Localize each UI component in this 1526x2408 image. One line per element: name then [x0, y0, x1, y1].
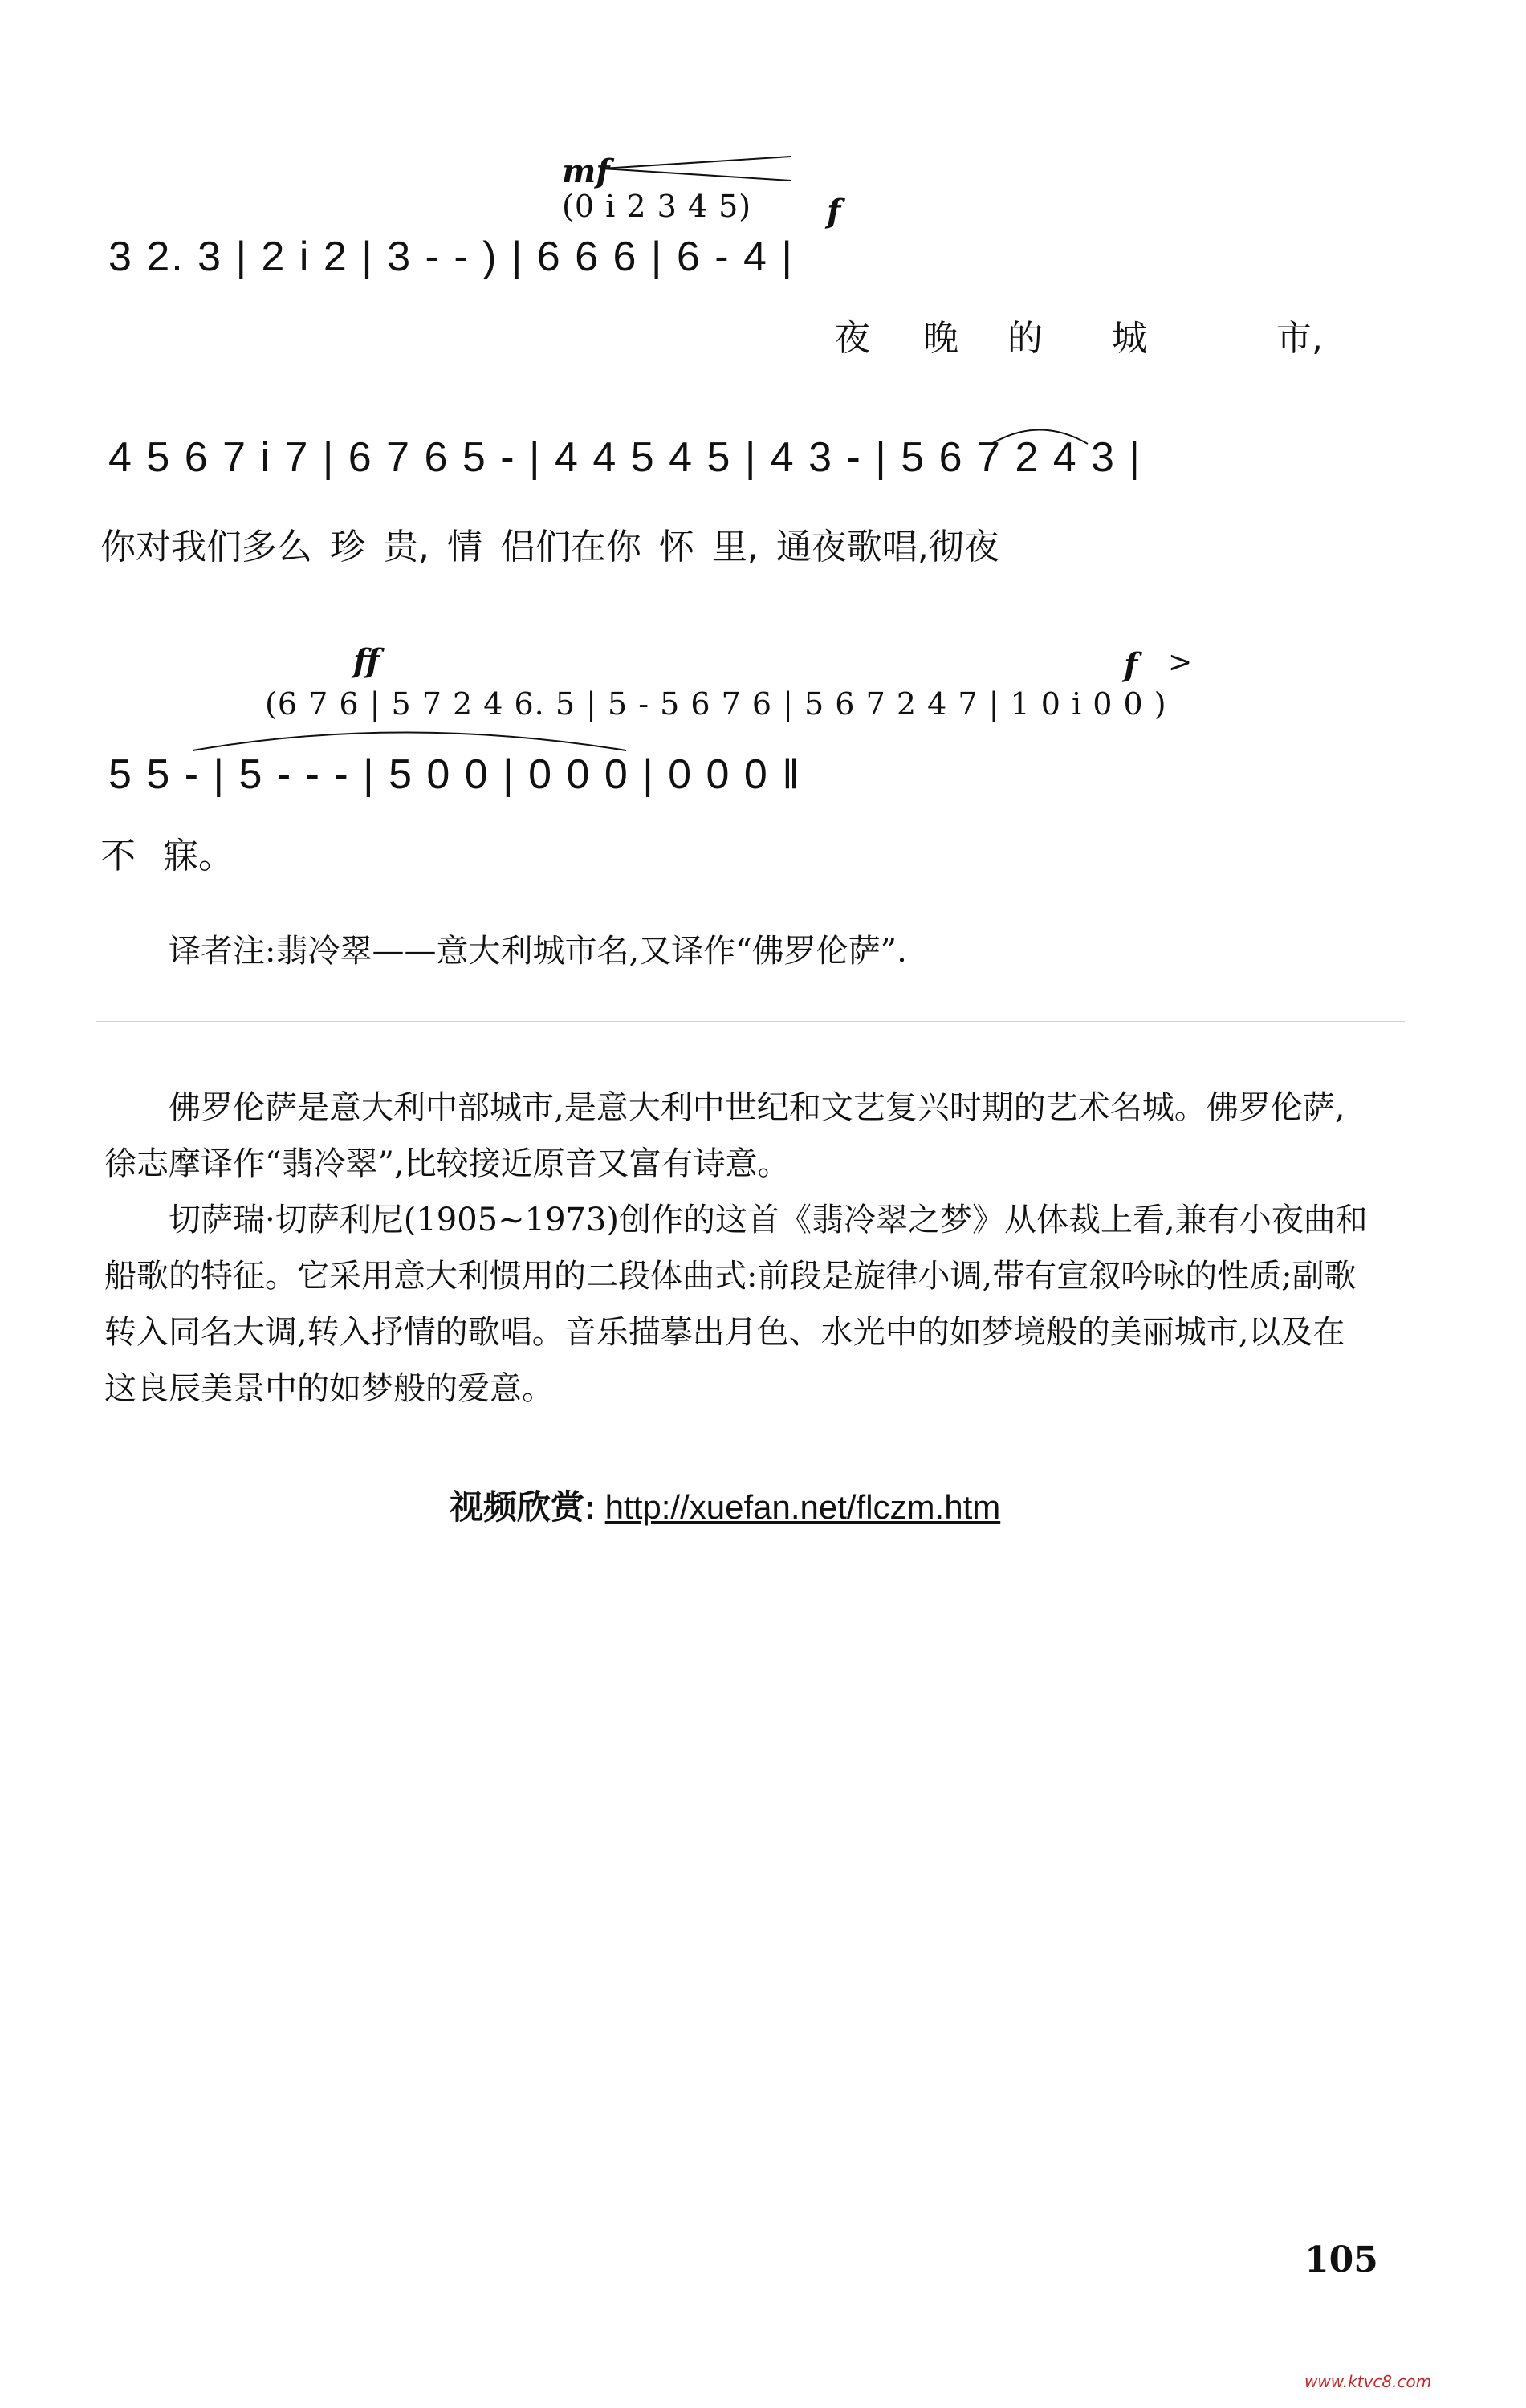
accent-mark: >	[1168, 646, 1193, 679]
video-label: 视频欣赏:	[450, 1488, 596, 1526]
paragraph-2: 切萨瑞·切萨利尼(1905~1973)创作的这首《翡冷翠之梦》从体裁上看,兼有小夜曲和船歌的特征。它采用意大利惯用的二段体曲式:前段是旋律小调,带有宣叙吟咏的性质;副歌转入同名大调,转入抒情的歌唱。音乐描摹出月色、水光中的如梦境般的美丽城市,以及在这良辰美景中的如梦般的爱意。	[104, 1202, 1368, 1407]
watermark: www.ktvc8.com	[1304, 2372, 1432, 2391]
dynamic-ff: ff	[353, 642, 380, 680]
video-section	[450, 1481, 1000, 1529]
intro-notes: (0 i 2 3 4 5)	[562, 189, 752, 224]
dynamic-f-row1: f	[827, 193, 841, 230]
paragraph-1: 佛罗伦萨是意大利中部城市,是意大利中世纪和文艺复兴时期的艺术名城。佛罗伦萨,徐志摩译作“翡冷翠”,比较接近原音又富有诗意。	[104, 1089, 1345, 1182]
page-number: 105	[1304, 2239, 1378, 2280]
dynamic-mf: mf	[562, 153, 610, 190]
section-divider	[96, 1021, 1405, 1022]
crescendo-hairpin	[602, 153, 795, 185]
notation-row-2: 4 5 6 7 i 7 | 6 7 6 5 - | 4 4 5 4 5 | 4 3 - | 5 6 7 2 4 3 |	[108, 434, 1141, 481]
lyrics-row-2: 你对我们多么 珍 贵, 情 侣们在你 怀 里, 通夜歌唱,彻夜	[100, 527, 999, 567]
lyric-1-1: 夜	[835, 318, 870, 359]
tie-slur-row3	[185, 706, 634, 755]
translator-note: 译者注:翡冷翠——意大利城市名,又译作“佛罗伦萨”.	[169, 933, 907, 970]
video-link[interactable]: http://xuefan.net/flczm.htm	[604, 1488, 1001, 1526]
upper-staff-notes: (6 7 6 | 5 7 2 4 6. 5 | 5 - 5 6 7 6 | 5 6 7 2 4 7 | 1 0 i 0 0 )	[265, 686, 1167, 722]
notation-row-1: 3 2. 3 | 2 i 2 | 3 - - ) | 6 6 6 | 6 - 4 |	[108, 234, 794, 280]
notation-row-3: 5 5 - | 5 - - - | 5 0 0 | 0 0 0 | 0 0 0 ‖	[108, 751, 801, 798]
lyric-1-5: 市,	[1276, 318, 1323, 359]
lyric-1-3: 的	[1007, 318, 1043, 359]
lyrics-row-3: 不 寐。	[100, 836, 234, 877]
lyric-1-4: 城	[1112, 318, 1147, 359]
dynamic-f-row3: f	[1124, 646, 1138, 684]
lyric-1-2: 晚	[923, 318, 958, 359]
